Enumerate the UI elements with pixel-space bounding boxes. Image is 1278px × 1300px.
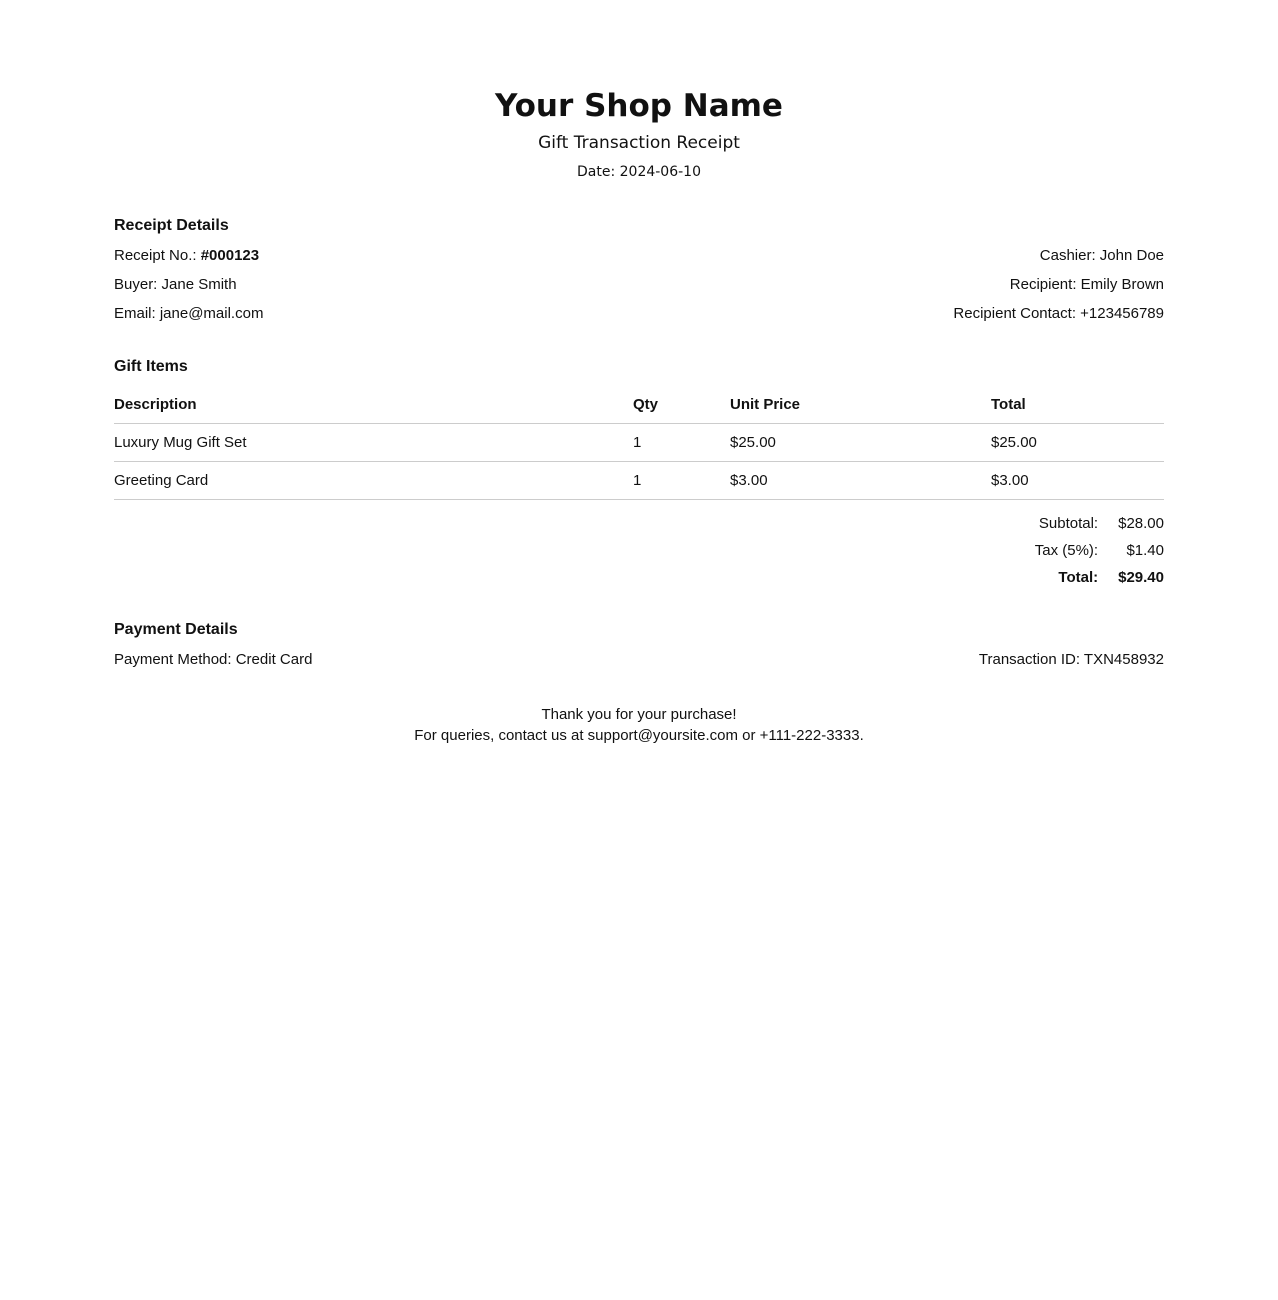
cashier: Cashier: John Doe bbox=[1039, 247, 1164, 264]
recipient: Recipient: Emily Brown bbox=[1009, 276, 1164, 293]
buyer: Buyer: Jane Smith bbox=[114, 276, 237, 293]
tax-label: Tax (5%): bbox=[1034, 542, 1099, 559]
subtotal-value: $28.00 bbox=[1118, 515, 1164, 532]
item-description: Greeting Card bbox=[114, 462, 633, 500]
table-row bbox=[114, 424, 1164, 462]
item-total: $25.00 bbox=[991, 424, 1164, 462]
item-unit-price: $3.00 bbox=[730, 462, 991, 500]
gift-items-heading: Gift Items bbox=[114, 358, 188, 375]
table-row bbox=[114, 462, 1164, 500]
tax-value: $1.40 bbox=[1126, 542, 1164, 559]
receipt-number-value: #000123 bbox=[200, 247, 260, 264]
total-value: $29.40 bbox=[1118, 569, 1164, 586]
item-qty: 1 bbox=[633, 462, 730, 500]
recipient-contact: Recipient Contact: +123456789 bbox=[953, 305, 1164, 322]
column-header-description: Description bbox=[114, 386, 633, 424]
subtotal-label: Subtotal: bbox=[1038, 515, 1099, 532]
item-unit-price: $25.00 bbox=[730, 424, 991, 462]
column-header-total: Total bbox=[991, 386, 1164, 424]
transaction-id: Transaction ID: TXN458932 bbox=[978, 651, 1164, 668]
receipt-details-heading: Receipt Details bbox=[114, 217, 229, 234]
shop-name: Your Shop Name bbox=[495, 88, 783, 124]
column-header-unit-price: Unit Price bbox=[730, 386, 991, 424]
payment-details-heading: Payment Details bbox=[114, 621, 238, 638]
receipt-subtitle: Gift Transaction Receipt bbox=[538, 133, 740, 153]
totals-table bbox=[1015, 512, 1164, 593]
item-description: Luxury Mug Gift Set bbox=[114, 424, 633, 462]
item-total: $3.00 bbox=[991, 462, 1164, 500]
footer bbox=[114, 704, 1164, 746]
column-header-qty: Qty bbox=[633, 386, 730, 424]
gift-items-table bbox=[114, 386, 1164, 500]
thank-you-message: Thank you for your purchase! bbox=[541, 706, 737, 723]
receipt-date: Date: 2024-06-10 bbox=[577, 164, 701, 180]
buyer-email: Email: jane@mail.com bbox=[114, 305, 264, 322]
total-label: Total: bbox=[1058, 569, 1099, 586]
receipt-number bbox=[114, 247, 259, 264]
contact-info: For queries, contact us at support@yoursite.com or +111-222-3333. bbox=[414, 727, 864, 744]
payment-method: Payment Method: Credit Card bbox=[114, 651, 313, 668]
item-qty: 1 bbox=[633, 424, 730, 462]
receipt-number-label: Receipt No.: bbox=[114, 247, 201, 264]
